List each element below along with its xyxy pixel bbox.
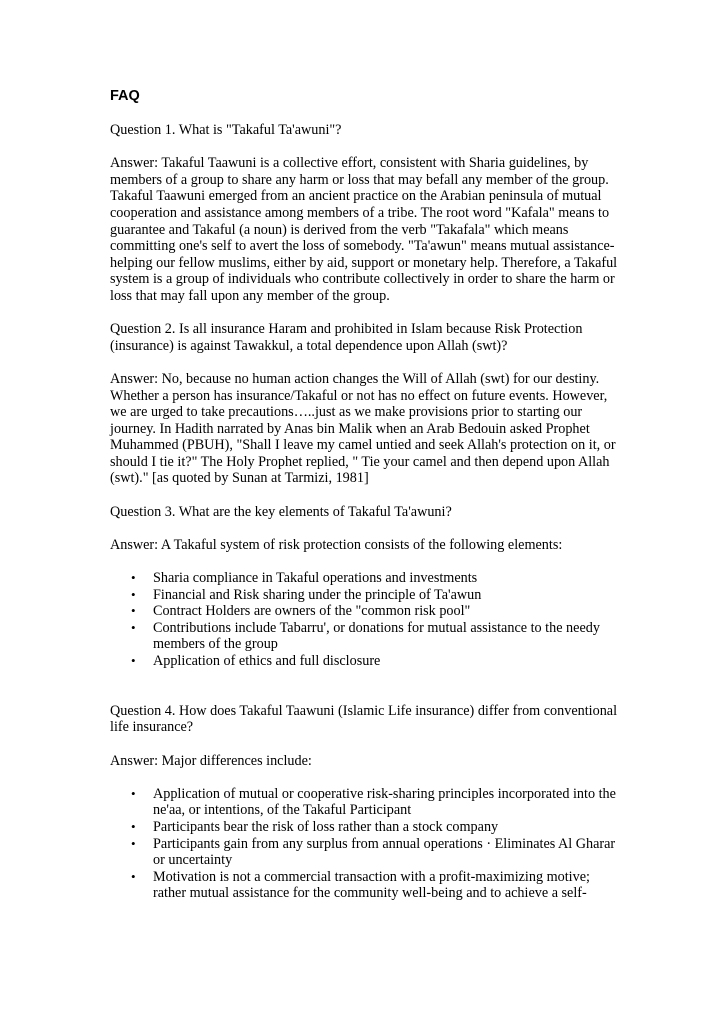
list-item xyxy=(131,653,620,670)
list-item xyxy=(131,818,620,836)
spacer xyxy=(110,686,620,703)
paragraph: Answer: No, because no human action changes the Will of Allah (swt) for our destiny. Whether a person has insurance/Takaful or not has no effect on future events. However, we are urged to take precautions…..just as we make provisions prior to starting our journey. In Hadith narrated by Anas bin Malik when an Arab Bedouin asked Prophet Muhammed (PBUH), "Shall I leave my camel untied and seek Allah's protection on it, or should I tie it?" The Holy Prophet replied, " Tie your camel and then depend upon Allah (swt)." [as quoted by Sunan at Tarmizi, 1981] xyxy=(110,370,616,487)
bullet-icon: • xyxy=(131,835,136,851)
bullet-list xyxy=(110,570,620,670)
bullet-icon: • xyxy=(131,653,136,668)
bullet-list xyxy=(110,786,620,902)
bullet-icon: • xyxy=(131,868,136,884)
paragraph: Answer: Major differences include: xyxy=(110,752,312,769)
list-item-text: Participants gain from any surplus from annual operations · Eliminates Al Gharar or uncertainty xyxy=(153,835,616,869)
document-page xyxy=(110,88,620,919)
list-item-text: Sharia compliance in Takaful operations and investments xyxy=(153,570,478,587)
paragraph: Answer: Takaful Taawuni is a collective effort, consistent with Sharia guidelines, by members of a group to share any harm or loss that may befall any member of the group. Takaful Taawuni emerged from an ancient practice on the Arabian peninsula of mutual cooperation and assistance among members of a tribe. The root word "Kafala" means to guarantee and Takaful (a noun) is derived from the verb "Takafala" which means committing one's self to avert the loss of somebody. "Ta'awun" means mutual assistance-helping our fellow muslims, either by aid, support or monetary help. Therefore, a Takaful system is a group of individuals who contribute collectively in order to share the harm or loss that may fall upon any member of the group. xyxy=(110,155,618,304)
paragraph: Question 1. What is "Takaful Ta'awuni"? xyxy=(110,122,342,138)
bullet-icon: • xyxy=(131,619,136,635)
list-item-text: Contract Holders are owners of the "common risk pool" xyxy=(153,603,471,620)
list-item-text: Participants bear the risk of loss rather than a stock company xyxy=(153,818,499,835)
list-item-text: Application of ethics and full disclosure xyxy=(153,653,381,669)
list-item xyxy=(131,619,620,653)
bullet-icon: • xyxy=(131,818,136,834)
list-item xyxy=(131,586,620,604)
list-item xyxy=(131,603,620,620)
paragraph: Answer: A Takaful system of risk protection consists of the following elements: xyxy=(110,536,563,553)
list-item xyxy=(131,570,620,587)
list-item-text: Contributions include Tabarru', or donations for mutual assistance to the needy members of the group xyxy=(153,619,600,653)
bullet-icon: • xyxy=(131,570,136,586)
bullet-icon: • xyxy=(131,586,136,602)
list-item-text: Application of mutual or cooperative risk-sharing principles incorporated into the ne'aa, or intentions, of the Takaful Participant xyxy=(153,785,616,819)
list-item xyxy=(131,785,620,819)
list-item xyxy=(131,835,620,869)
list-item xyxy=(131,868,620,902)
bullet-icon: • xyxy=(131,603,136,619)
paragraph: Question 2. Is all insurance Haram and prohibited in Islam because Risk Protection (insurance) is against Tawakkul, a total dependence upon Allah (swt)? xyxy=(110,321,583,354)
page-title: FAQ xyxy=(110,88,140,104)
bullet-icon: • xyxy=(131,785,136,801)
paragraph: Question 3. What are the key elements of Takaful Ta'awuni? xyxy=(110,503,452,520)
list-item-text: Financial and Risk sharing under the principle of Ta'awun xyxy=(153,586,482,603)
paragraph: Question 4. How does Takaful Taawuni (Islamic Life insurance) differ from conventional life insurance? xyxy=(110,702,618,736)
document-body xyxy=(110,122,620,902)
list-item-text: Motivation is not a commercial transaction with a profit-maximizing motive; rather mutual assistance for the community well-being and to achieve a self- xyxy=(153,868,590,902)
